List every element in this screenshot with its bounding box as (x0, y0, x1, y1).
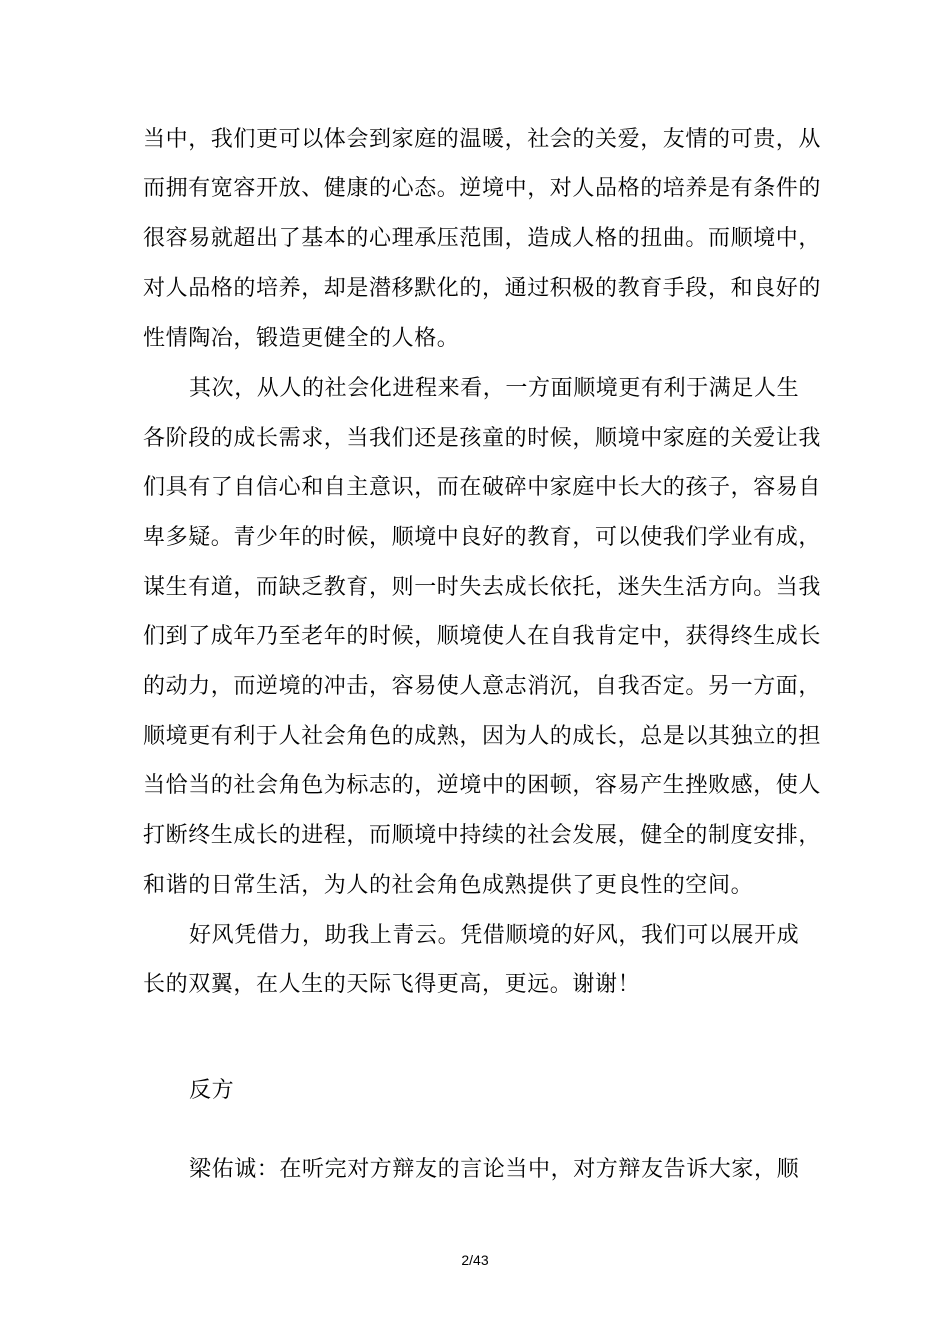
text-line: 长的双翼，在人生的天际飞得更高，更远。谢谢！ (143, 972, 641, 997)
text-line: 当恰当的社会角色为标志的，逆境中的困顿，容易产生挫败感，使人 (143, 773, 822, 798)
paragraph-start-line: 其次，从人的社会化进程来看，一方面顺境更有利于满足人生 (189, 376, 800, 401)
text-line: 们到了成年乃至老年的时候，顺境使人在自我肯定中，获得终生成长 (143, 624, 822, 649)
text-line: 性情陶冶，锻造更健全的人格。 (143, 326, 460, 351)
text-line: 和谐的日常生活，为人的社会角色成熟提供了更良性的空间。 (143, 873, 754, 898)
text-line: 对人品格的培养，却是潜移默化的，通过积极的教育手段，和良好的 (143, 276, 822, 301)
text-line: 各阶段的成长需求，当我们还是孩童的时候，顺境中家庭的关爱让我 (143, 426, 822, 451)
text-line: 谋生有道，而缺乏教育，则一时失去成长依托，迷失生活方向。当我 (143, 575, 822, 600)
section-heading: 反方 (189, 1078, 235, 1103)
text-line: 顺境更有利于人社会角色的成熟，因为人的成长，总是以其独立的担 (143, 724, 822, 749)
paragraph-start-line: 梁佑诚：在听完对方辩友的言论当中，对方辩友告诉大家，顺 (189, 1157, 800, 1182)
paragraph-start-line: 好风凭借力，助我上青云。凭借顺境的好风，我们可以展开成 (189, 923, 800, 948)
text-line: 卑多疑。青少年的时候，顺境中良好的教育，可以使我们学业有成， (143, 525, 822, 550)
text-line: 打断终生成长的进程，而顺境中持续的社会发展，健全的制度安排， (143, 823, 822, 848)
page-number: 2/43 (461, 1252, 489, 1268)
text-line: 们具有了自信心和自主意识，而在破碎中家庭中长大的孩子，容易自 (143, 475, 822, 500)
text-line: 的动力，而逆境的冲击，容易使人意志消沉，自我否定。另一方面， (143, 674, 822, 699)
text-line: 很容易就超出了基本的心理承压范围，造成人格的扭曲。而顺境中， (143, 226, 822, 251)
text-line: 当中，我们更可以体会到家庭的温暖，社会的关爱，友情的可贵，从 (143, 127, 822, 152)
text-line: 而拥有宽容开放、健康的心态。逆境中，对人品格的培养是有条件的 (143, 176, 822, 201)
